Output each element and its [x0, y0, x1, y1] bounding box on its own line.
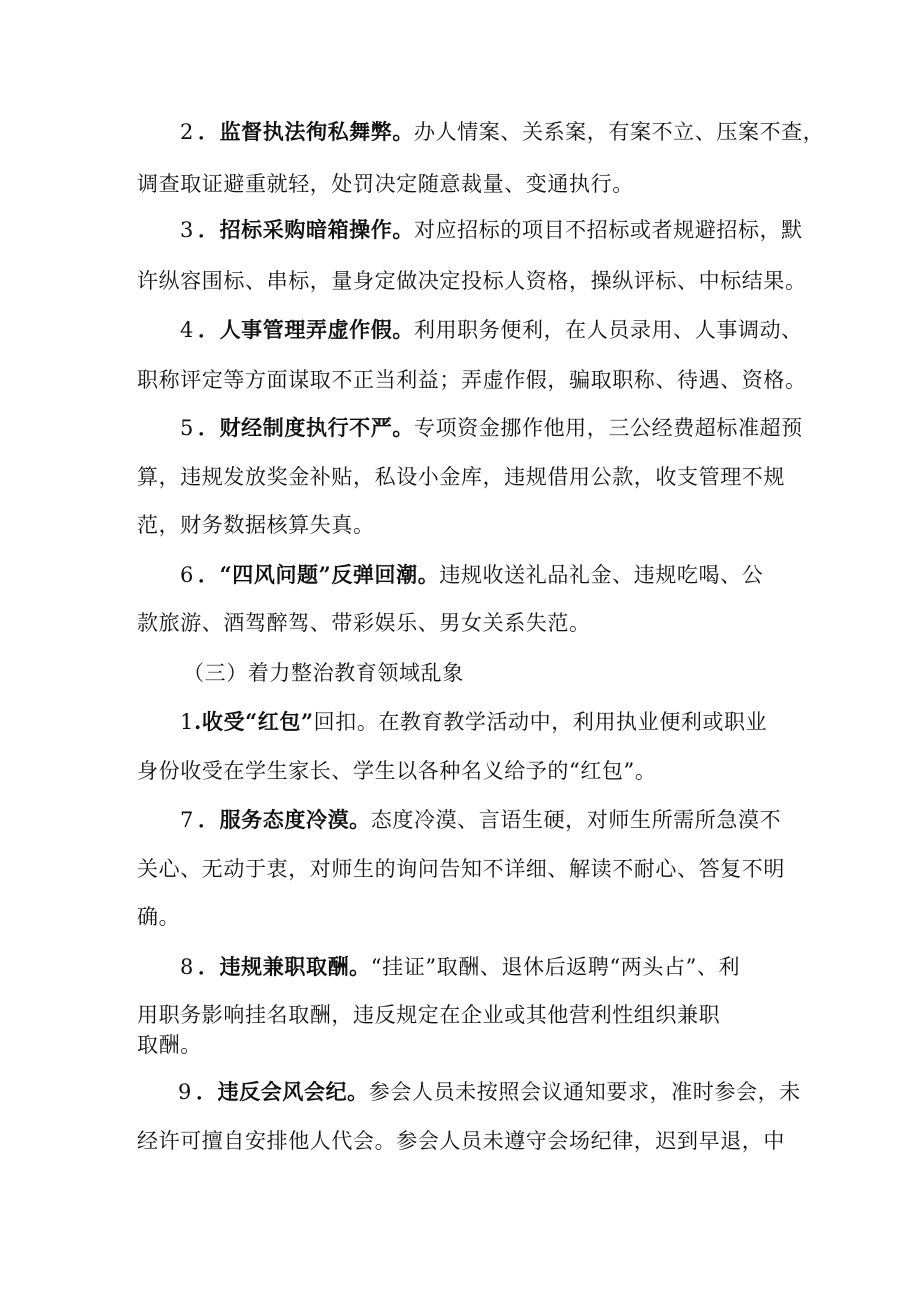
item-5-first-line: [180, 414, 803, 442]
item-7-first-line: [180, 806, 781, 834]
item-4-first-line: [180, 316, 803, 344]
item-5-line-3: 范，财务数据核算失真。: [137, 513, 375, 537]
item-text: 参会人员未按照会议通知要求，准时参会，未: [368, 1080, 801, 1104]
item-title: .收受“红包”: [193, 709, 314, 734]
item-number: 8: [180, 955, 194, 979]
item-text: 办人情案、关系案，有案不立、压案不查，: [413, 120, 825, 144]
item-number: 6: [180, 563, 194, 587]
item-6-line-2: 款旅游、酒驾醉驾、带彩娱乐、男女关系失范。: [137, 611, 591, 635]
item-4-line-2: 职称评定等方面谋取不正当利益；弄虚作假，骗取职称、待遇、资格。: [137, 368, 807, 392]
item-1-line-2: 身份收受在学生家长、学生以各种名义给予的“红包”。: [137, 759, 657, 783]
item-number: 9: [178, 1080, 192, 1104]
item-2-first-line: [180, 118, 824, 146]
item-title: ．财经制度执行不严。: [197, 415, 414, 440]
section-heading: （三）着力整治教育领域乱象: [183, 661, 464, 685]
item-title: ．服务态度冷漠。: [197, 807, 371, 832]
item-title: ．违规兼职取酬。: [197, 954, 371, 979]
item-title: ．违反会风会纪。: [195, 1079, 369, 1104]
item-text: 违规收送礼品礼金、违规吃喝、公: [439, 563, 764, 587]
item-9-first-line: [178, 1078, 801, 1106]
item-number: 1: [180, 710, 194, 734]
item-3-line-2: 许纵容围标、串标，量身定做决定投标人资格，操纵评标、中标结果。: [137, 269, 807, 293]
item-1-first-line: [180, 708, 767, 736]
item-number: 5: [180, 416, 194, 440]
item-text: 态度冷漠、言语生硬，对师生所需所急漠不: [370, 808, 782, 832]
item-title: ．人事管理弄虚作假。: [197, 317, 414, 342]
item-number: 2: [180, 120, 194, 144]
item-6-first-line: [180, 561, 763, 589]
item-3-first-line: [180, 216, 803, 244]
item-8-line-3: 取酬。: [137, 1033, 202, 1057]
item-7-line-3: 确。: [137, 905, 181, 929]
item-title: ．监督执法徇私舞弊。: [197, 119, 414, 144]
item-text: 对应招标的项目不招标或者规避招标，默: [413, 218, 803, 242]
item-title: ．“四风问题”反弹回潮。: [197, 562, 440, 587]
item-number: 7: [180, 808, 194, 832]
item-number: 3: [180, 218, 194, 242]
item-text: “挂证”取酬、退休后返聘“两头占”、利: [370, 955, 741, 979]
item-7-line-2: 关心、无动于衷，对师生的询问告知不详细、解读不耐心、答复不明: [137, 857, 785, 881]
item-number: 4: [180, 318, 194, 342]
item-8-first-line: [180, 953, 740, 981]
item-5-line-2: 算，违规发放奖金补贴，私设小金库，违规借用公款，收支管理不规: [137, 465, 785, 489]
item-8-line-2: 用职务影响挂名取酬，违反规定在企业或其他营利性组织兼职: [137, 1003, 721, 1027]
item-title: ．招标采购暗箱操作。: [197, 217, 414, 242]
item-text: 专项资金挪作他用，三公经费超标准超预: [413, 416, 803, 440]
item-9-line-2: 经许可擅自安排他人代会。参会人员未遵守会场纪律，迟到早退，中: [137, 1129, 785, 1153]
item-text: 回扣。在教育教学活动中，利用执业便利或职业: [313, 710, 768, 734]
item-text: 利用职务便利，在人员录用、人事调动、: [413, 318, 803, 342]
item-2-line-2: 调查取证避重就轻，处罚决定随意裁量、变通执行。: [137, 172, 634, 196]
